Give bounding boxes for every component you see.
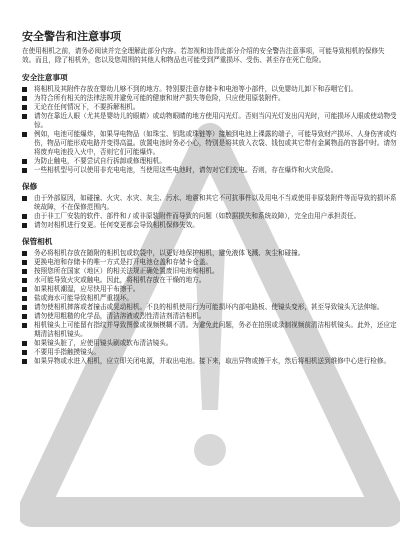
list-item-text: 如果镜头脏了，应使用镜头刷或软布清洁镜头。 [34, 339, 173, 347]
square-bullet-icon [22, 87, 27, 92]
list-item-text: 将相机及其附件存放在婴幼儿够不到的地方。特别要注意存储卡和电池等小部件，以免婴幼儿卸下和吞咽它们。 [34, 85, 358, 93]
list-item [22, 357, 397, 366]
square-bullet-icon [22, 196, 27, 201]
list-item [22, 221, 397, 230]
list-item [22, 112, 397, 130]
list-item-text: 按照您所在国家（地区）的相关法规正确处置废旧电池和相机。 [34, 267, 219, 275]
square-bullet-icon [22, 359, 27, 364]
square-bullet-icon [22, 105, 27, 110]
intro-paragraph: 在使用相机之前，请务必阅读并完全理解此部分内容。若忽视和违背此部分介绍的安全警告注意事项，可能导致相机的保修失效。而且，除了相机外，您以及您周围的其他人和物品也可能受到严重损坏、受伤、甚至存在死亡危险。 [22, 47, 385, 64]
list-item-text: 为符合所有相关的法律法规并避免可能的健康和财产损失等危险，只应使用原装附件。 [34, 94, 285, 102]
square-bullet-icon [22, 305, 27, 310]
list-item [22, 130, 397, 157]
square-bullet-icon [22, 168, 27, 173]
list-item-text: 请勿使相机摔落或者撞击或晃动相机。不良的相机使用行为可能损坏内部电路板、使镜头变形，甚至导致镜头无法伸缩。 [34, 303, 384, 311]
list-item-text: 水可能导致火灾或触电。因此，将相机存放在干燥的地方。 [34, 276, 206, 284]
square-bullet-icon [22, 350, 27, 355]
sections-container [22, 73, 397, 366]
list-item-text: 如果相机潮湿，应尽快用干布擦干。 [34, 285, 140, 293]
list-item-text: 例如，电池可能爆炸，如果导电物品（如珠宝、钥匙或珠链等）接触到电池上裸露的端子，可能导致财产损坏、人身伤害或灼伤，物品可能形成电路并变得高温。放置电池时务必小心，特别是将其放入衣袋、钱包或其它带有金属物品的容器中时。请勿将废弃电池投入火中，否则它们可能爆炸。 [34, 130, 397, 156]
list-item [22, 166, 397, 175]
list-item-text: 如果异物或水进入相机，应立即关闭电源，并取出电池。接下来，取出异物或擦干水，然后将相机送到维修中心进行检修。 [34, 357, 391, 365]
list-item-text: 务必将相机存放在随附的相机包或软袋中，以更好地保护相机，避免液体飞溅、灰尘和碰撞。 [34, 249, 305, 257]
square-bullet-icon [22, 287, 27, 292]
list-item-text: 请勿对相机进行变更。任何变更都会导致相机保修失效。 [34, 221, 199, 229]
list-item [22, 303, 397, 312]
list-item [22, 276, 397, 285]
square-bullet-icon [22, 96, 27, 101]
list-item [22, 103, 397, 112]
section-heading: 安全注意事项 [22, 73, 68, 82]
list-item-text: 由于非工厂安装的软件、部件和 / 或非原装附件而导致的问题（如数据损失和系统故障），完全由用户承担责任。 [34, 212, 361, 220]
square-bullet-icon [22, 114, 27, 119]
list-item-text: 盐或海水可能导致相机严重损坏。 [34, 294, 133, 302]
list-item-text: 请勿使用粗糙的化学品，清洁溶液或烈性清洁剂清洁相机。 [34, 312, 206, 320]
list-item [22, 294, 397, 303]
list-item-text: 更换电池和存储卡的唯一方式是打开电池仓盖和存储卡仓盖。 [34, 258, 213, 266]
list-item [22, 157, 397, 166]
list-item [22, 249, 397, 258]
section-heading: 保管相机 [22, 237, 53, 246]
list-item [22, 312, 397, 321]
list-item [22, 258, 397, 267]
square-bullet-icon [22, 341, 27, 346]
square-bullet-icon [22, 278, 27, 283]
bullet-list [22, 194, 397, 230]
section-heading: 保修 [22, 182, 38, 191]
square-bullet-icon [22, 251, 27, 256]
square-bullet-icon [22, 269, 27, 274]
list-item [22, 267, 397, 276]
list-item [22, 285, 397, 294]
list-item [22, 212, 397, 221]
bullet-list [22, 249, 397, 366]
list-item-text: 相机镜头上可能留有指纹并导致图像或视频模糊不清。为避免此问题，务必在拍照或录制视频前清洁相机镜头。此外，还应定期清洁相机镜头。 [34, 321, 397, 338]
square-bullet-icon [22, 323, 27, 328]
list-item [22, 348, 397, 357]
list-item [22, 321, 397, 339]
square-bullet-icon [22, 314, 27, 319]
square-bullet-icon [22, 296, 27, 301]
list-item [22, 85, 397, 94]
list-item-text: 不要用手指触摸镜头。 [34, 348, 100, 356]
document-title: 安全警告和注意事项 [22, 30, 121, 43]
list-item-text: 由于外部原因，如碰撞、火灾、水灾、灰尘、污水、地震和其它不可抗事件以及用电不当或使用非原装附件等而导致的损坏系统故障，不在保修范围内。 [34, 194, 397, 211]
square-bullet-icon [22, 223, 27, 228]
list-item [22, 194, 397, 212]
list-item-text: 无论在任何情况下，不要拆解相机。 [34, 103, 140, 111]
list-item [22, 94, 397, 103]
bullet-list [22, 85, 397, 175]
list-item-text: 一些相机型号可以使用非充电电池，当使用这些电池时，请勿对它们充电。否则，存在爆炸和火灾危险。 [34, 166, 338, 174]
square-bullet-icon [22, 132, 27, 137]
list-item-text: 为防止触电，不要尝试自行拆卸或修理相机。 [34, 157, 166, 165]
square-bullet-icon [22, 214, 27, 219]
square-bullet-icon [22, 159, 27, 164]
list-item-text: 请勿在靠近人眼（尤其是婴幼儿的眼睛）或动物眼睛的地方使用闪光灯。否则当闪光灯发出闪光时，可能损坏人眼或使动物受惊。 [34, 112, 397, 129]
square-bullet-icon [22, 260, 27, 265]
list-item [22, 339, 397, 348]
